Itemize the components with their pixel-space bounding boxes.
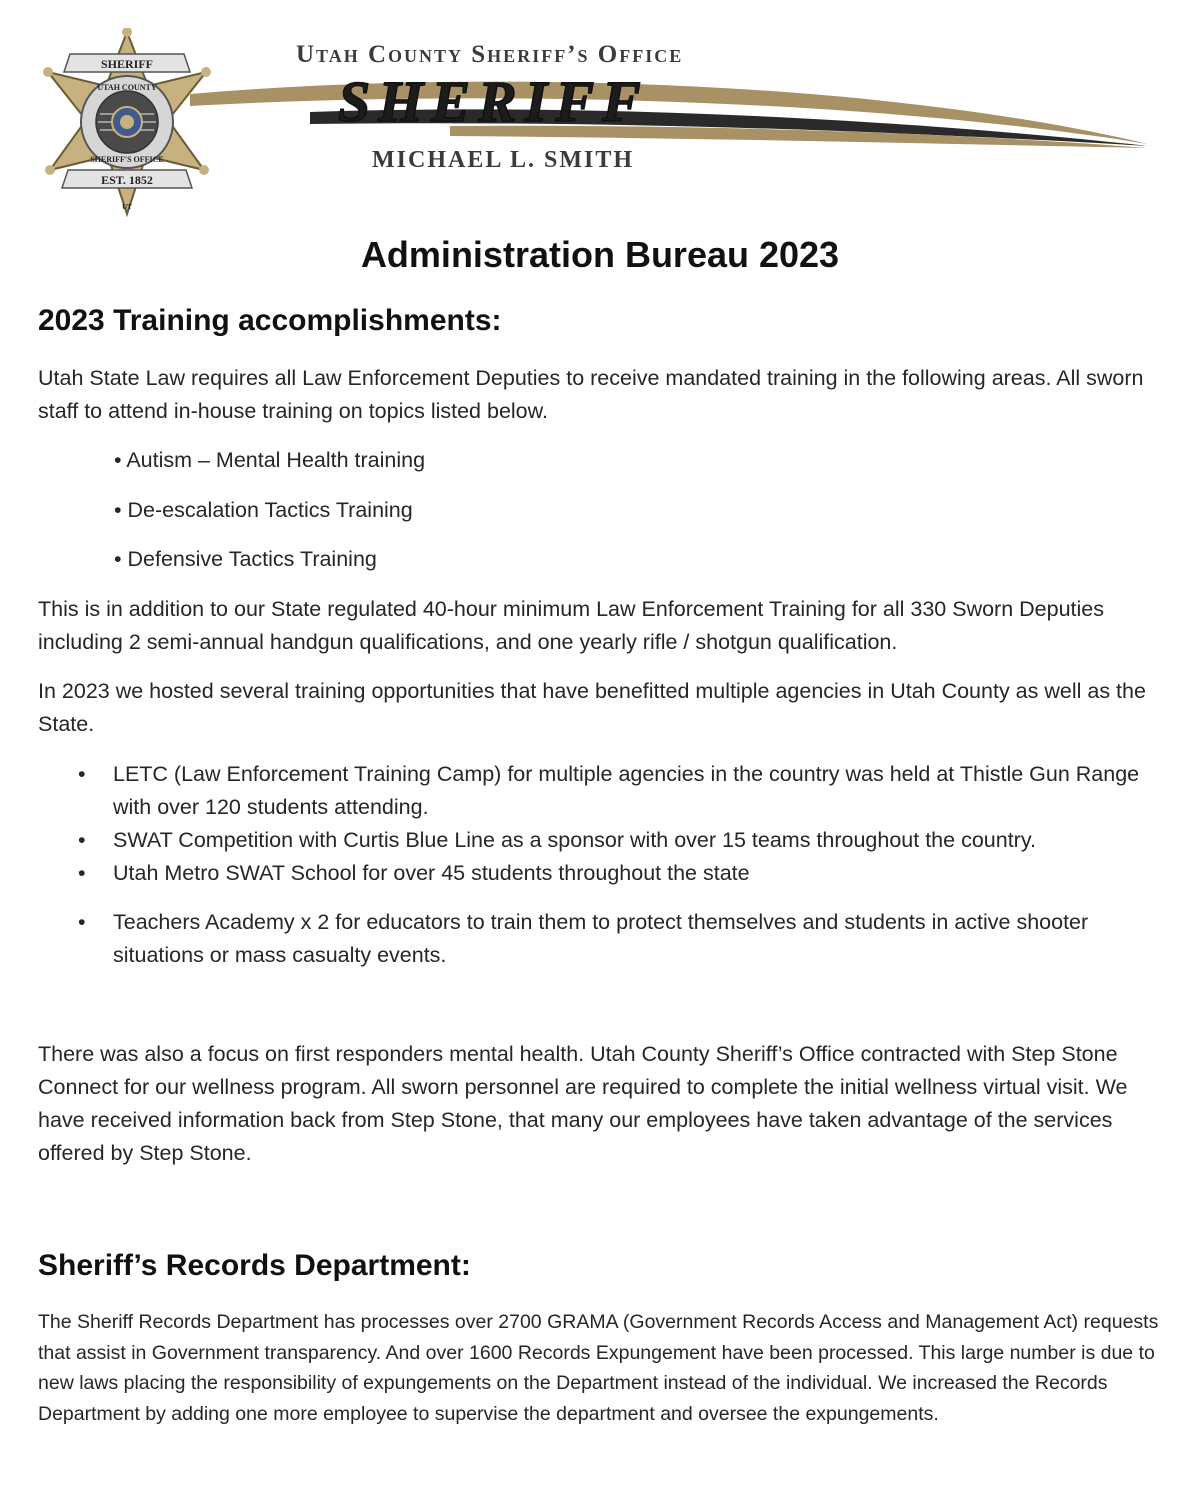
mandated-item-deescalation: • De-escalation Tactics Training [114, 498, 413, 522]
badge-ring-bottom-text: SHERIFF'S OFFICE [90, 155, 164, 164]
badge-bottom-ribbon-text: EST. 1852 [101, 173, 153, 187]
hosted-intro-paragraph: In 2023 we hosted several training opportunities that have benefitted multiple agencies in Utah County as well as the State. [38, 679, 1146, 736]
records-heading: Sheriff’s Records Department: [38, 1249, 471, 1282]
badge-tip-text: UT [122, 203, 132, 211]
wellness-paragraph: There was also a focus on first responders mental health. Utah County Sheriff’s Office contracted with Step Stone Connect for our wellness program. All sworn personnel are required to complete the initial wellness virtual visit. We have received information back from Step Stone, that many our employees have taken advantage of the services offered by Step Stone. [38, 1042, 1128, 1165]
bullet-dot: • [78, 828, 86, 852]
hosted-item-swat-school: Utah Metro SWAT School for over 45 students throughout the state [113, 861, 750, 885]
badge-ring-top-text: UTAH COUNTY [97, 83, 157, 92]
badge-top-ribbon-text: SHERIFF [100, 57, 154, 71]
bullet-dot: • [78, 861, 86, 885]
hosted-item-letc: LETC (Law Enforcement Training Camp) for multiple agencies in the country was held at Thistle Gun Range with over 120 students attending. [113, 762, 1140, 819]
training-heading: 2023 Training accomplishments: [38, 304, 502, 337]
hosted-item-teachers-academy: Teachers Academy x 2 for educators to train them to protect themselves and students in active shooter situations or mass casualty events. [113, 910, 1089, 967]
bullet-dot: • [78, 762, 86, 786]
bullet-dot: • [78, 910, 86, 934]
office-title: Utah County Sheriff’s Office [296, 41, 684, 68]
records-paragraph: The Sheriff Records Department has processes over 2700 GRAMA (Government Records Access and Management Act) requests that assist in Government transparency. And over 1600 Records Expungement have been processed. This large number is due to new laws placing the responsibility of expungements on the Department instead of the individual. We increased the Records Department by adding one more employee to supervise the department and oversee the expungements. [38, 1311, 1159, 1425]
hosted-item-swat-competition: SWAT Competition with Curtis Blue Line as a sponsor with over 15 teams throughout the country. [113, 828, 1036, 852]
sheriff-name: MICHAEL L. SMITH [372, 147, 635, 173]
training-intro: Utah State Law requires all Law Enforcement Deputies to receive mandated training in the following areas. All sworn staff to attend in-house training on topics listed below. [38, 366, 1144, 423]
training-addition-paragraph: This is in addition to our State regulated 40-hour minimum Law Enforcement Training for all 330 Sworn Deputies including 2 semi-annual handgun qualifications, and one yearly rifle / shotgun qualification. [38, 597, 1104, 654]
mandated-item-autism: • Autism – Mental Health training [114, 448, 426, 472]
document-title: Administration Bureau 2023 [360, 234, 840, 275]
sheriff-badge-logo [34, 28, 220, 218]
sheriff-wordmark: SHERIFF [338, 69, 649, 134]
mandated-item-defensive-tactics: • Defensive Tactics Training [114, 547, 377, 571]
